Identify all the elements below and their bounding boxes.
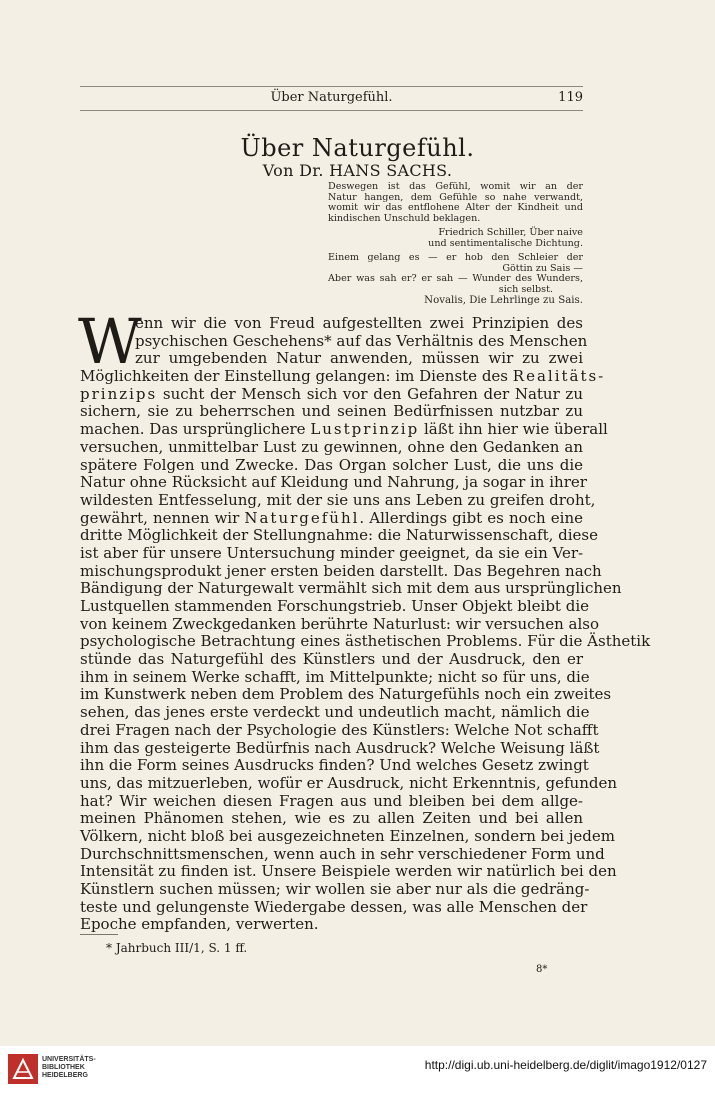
text-line: zur umgebenden Natur anwenden, müssen wir zu zwei: [135, 349, 583, 368]
text-line: enn wir die von Freud aufgestellten zwei Prinzipien des: [135, 314, 583, 332]
signature-mark: 8*: [536, 964, 548, 975]
text-line: spätere Folgen und Zwecke. Das Organ solcher Lust, die uns die: [80, 455, 583, 474]
text-line: Natur ohne Rücksicht auf Kleidung und Nahrung, ja sogar in ihrer: [80, 473, 587, 492]
emphasis: Lustprinzip: [310, 420, 420, 439]
text-line: prinzips sucht der Mensch sich vor den Gefahren der Natur zu: [80, 384, 583, 403]
emphasis: Naturgefühl: [244, 508, 360, 527]
text-line: teste und gelungenste Wiedergabe dessen, was alle Menschen der: [80, 897, 588, 916]
page-number: 119: [558, 90, 583, 105]
text-line: versuchen, unmittelbar Lust zu gewinnen, ohne den Gedanken an: [80, 437, 583, 456]
header-bottom-rule: [80, 110, 583, 111]
epigraph-source: Friedrich Schiller, Über naive: [438, 227, 583, 238]
text-line: Intensität zu finden ist. Unsere Beispiele werden wir natürlich bei den: [80, 862, 617, 881]
text-line: gewährt, nennen wir Naturgefühl. Allerdings gibt es noch eine: [80, 508, 583, 527]
epigraph-line: Einem gelang es — er hob den Schleier der: [328, 252, 583, 263]
footnote-rule: [80, 934, 118, 935]
epigraph-line: Göttin zu Sais —: [502, 262, 583, 274]
text-line: stünde das Naturgefühl des Künstlers und der Ausdruck, den er: [80, 650, 583, 669]
epigraph-source: und sentimentalische Dichtung.: [428, 237, 583, 249]
text-line: dritte Möglichkeit der Stellungnahme: die Naturwissenschaft, diese: [80, 526, 598, 545]
text-line: Epoche empfanden, verwerten.: [80, 915, 319, 934]
epigraph-source: Novalis, Die Lehrlinge zu Sais.: [424, 295, 583, 306]
text-line: ihm das gesteigerte Bedürfnis nach Ausdruck? Welche Weisung läßt: [80, 738, 600, 757]
text-line: wildesten Entfesselung, mit der sie uns ans Leben zu greifen droht,: [80, 490, 596, 509]
text-line: uns, das mitzuerleben, wofür er Ausdruck, nicht Erkenntnis, gefunden: [80, 773, 617, 792]
text-line: ihn die Form seines Ausdrucks finden? Und welches Gesetz zwingt: [80, 756, 589, 775]
epigraph-line: womit wir das entflohene Alter der Kindheit und: [328, 202, 583, 214]
text-line: im Kunstwerk neben dem Problem des Naturgefühls noch ein zweites: [80, 685, 612, 704]
text-line: ihm in seinem Werke schafft, im Mittelpunkte; nicht so für uns, die: [80, 667, 590, 686]
running-title: Über Naturgefühl.: [270, 90, 393, 105]
article-title: Über Naturgefühl.: [240, 134, 475, 162]
text-line: Lustquellen stammenden Forschungstrieb. Unser Objekt bleibt die: [80, 597, 590, 615]
emphasis: prinzips: [80, 384, 158, 403]
body-text: [78, 305, 651, 934]
library-name: UNIVERSITÄTS- BIBLIOTHEK HEIDELBERG: [42, 1056, 96, 1079]
drop-cap: W: [78, 305, 142, 378]
text-line: meinen Phänomen stehen, wie es zu allen Zeiten und bei allen: [80, 809, 583, 828]
emphasis: Realitäts-: [512, 367, 606, 386]
text-line: ist aber für unsere Untersuchung minder geeignet, da sie ein Ver-: [80, 543, 584, 562]
epigraph-line: Natur hangen, dem Gefühle so nahe verwandt,: [328, 191, 583, 203]
text-line: sehen, das jenes erste verdeckt und undeutlich macht, nämlich die: [80, 703, 590, 722]
text-line: Bändigung der Naturgewalt vermählt sich mit dem aus ursprünglichen: [80, 579, 622, 598]
footnote: * Jahrbuch III/1, S. 1 ff.: [106, 941, 248, 955]
text-line: Künstlern suchen müssen; wir wollen sie aber nur als die gedräng-: [80, 880, 590, 898]
text-line: drei Fragen nach der Psychologie des Künstlers: Welche Not schafft: [80, 720, 599, 739]
text-line: Möglichkeiten der Einstellung gelangen: im Dienste des Realitäts-: [80, 367, 606, 386]
epigraph-line: sich selbst.: [498, 283, 553, 295]
epigraph-line: Deswegen ist das Gefühl, womit wir an der: [328, 181, 583, 192]
text-line: Durchschnittsmenschen, wenn auch in sehr verschiedener Form und: [80, 844, 605, 863]
article-author: Von Dr. HANS SACHS.: [262, 161, 453, 180]
text-line: psychischen Geschehens* auf das Verhältnis des Menschen: [135, 331, 588, 350]
text-line: machen. Das ursprünglichere Lustprinzip läßt ihn hier wie überall: [80, 420, 608, 439]
text-line: sichern, sie zu beherrschen und seinen Bedürfnissen nutzbar zu: [80, 402, 583, 421]
epigraph-line: Aber was sah er? er sah — Wunder des Wunders,: [328, 273, 583, 285]
text-line: mischungsprodukt jener ersten beiden darstellt. Das Begehren nach: [80, 561, 602, 580]
library-logo-icon: [8, 1054, 38, 1084]
text-line: psychologische Betrachtung eines ästhetischen Problems. Für die Ästhetik: [80, 632, 651, 651]
footer-bar: [0, 1046, 715, 1101]
epigraph-line: kindischen Unschuld beklagen.: [328, 212, 481, 224]
text-line: von keinem Zweckgedanken berührte Naturlust: wir versuchen also: [80, 614, 599, 633]
text-line: hat? Wir weichen diesen Fragen aus und bleiben bei dem allge-: [80, 791, 583, 810]
source-url-link[interactable]: http://digi.ub.uni-heidelberg.de/diglit/imago1912/0127: [424, 1058, 707, 1072]
header-top-rule: [80, 86, 583, 87]
text-line: Völkern, nicht bloß bei ausgezeichneten Einzelnen, sondern bei jedem: [80, 826, 615, 845]
